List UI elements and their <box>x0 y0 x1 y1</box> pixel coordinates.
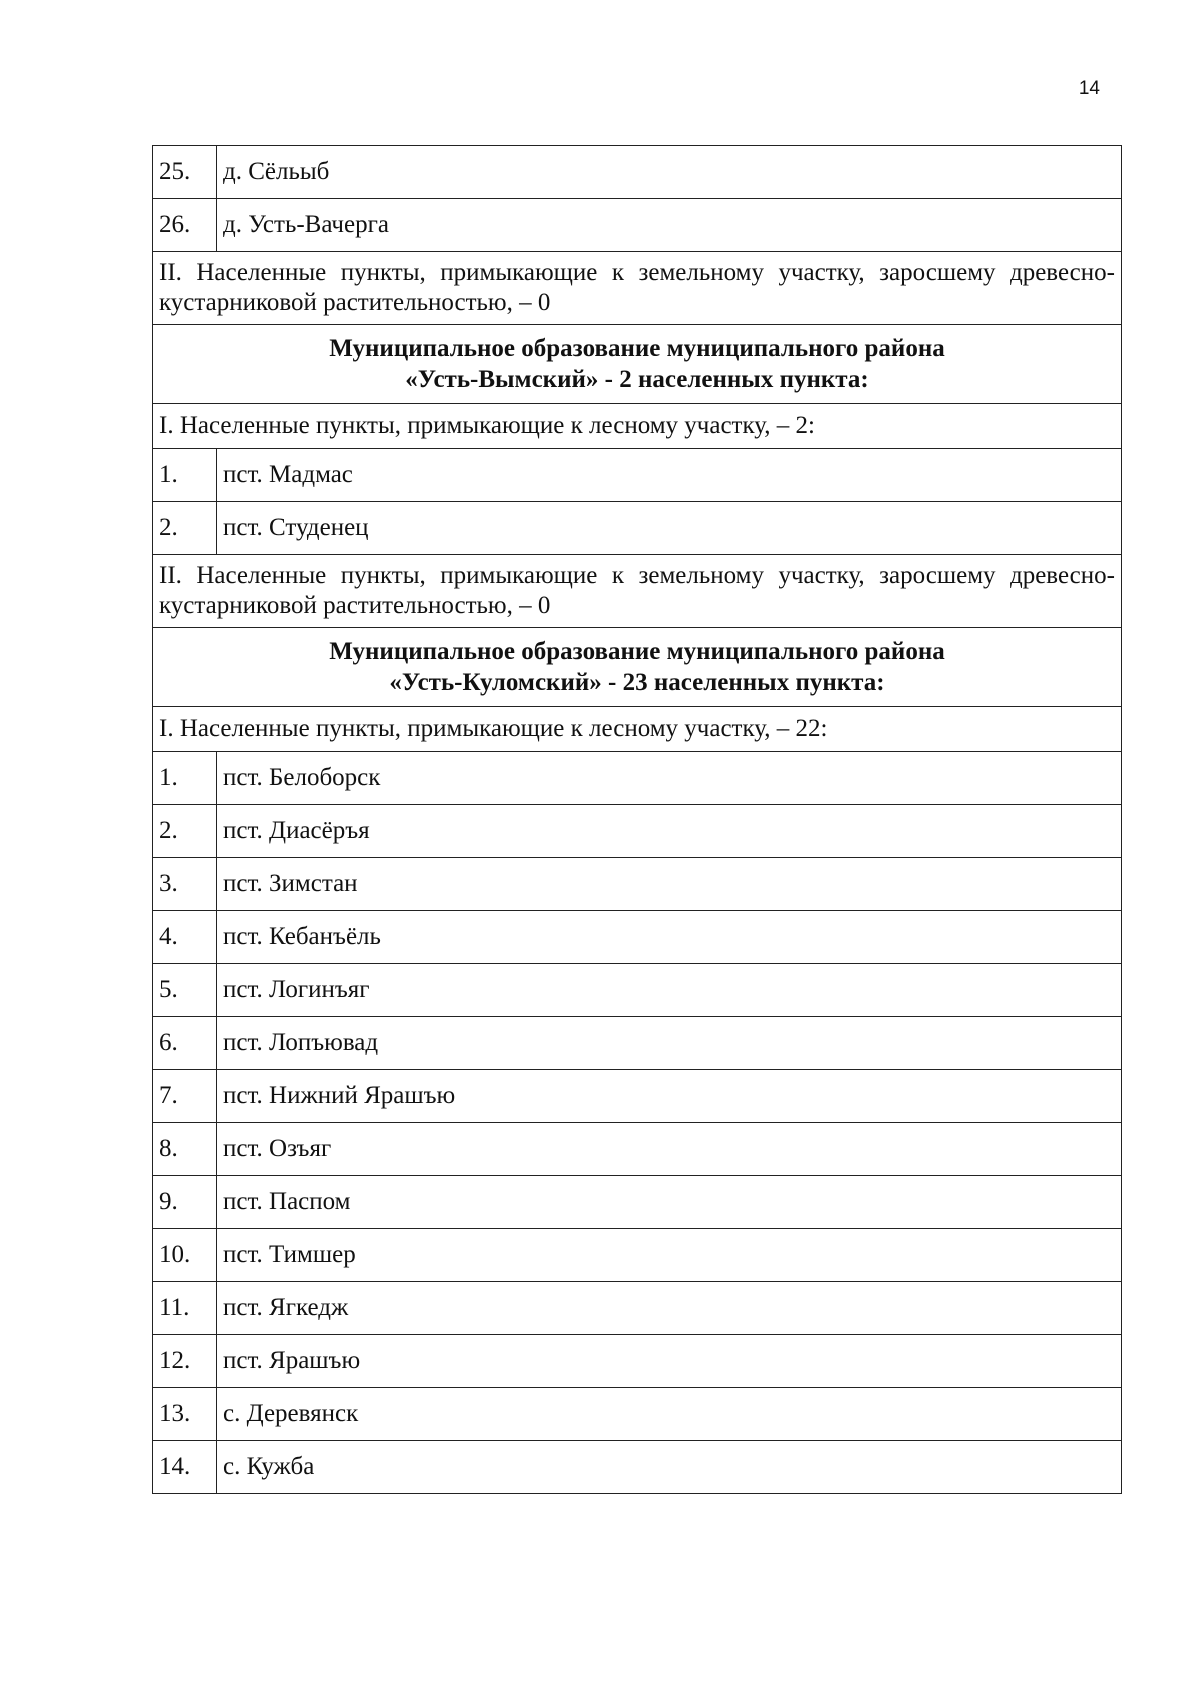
row-number: 13. <box>153 1388 217 1441</box>
row-number: 26. <box>153 199 217 252</box>
category-subheading: I. Населенные пункты, примыкающие к лесному участку, – 2: <box>153 404 1122 449</box>
settlement-name: пст. Белоборск <box>217 752 1122 805</box>
table-row <box>153 752 1122 805</box>
section-heading-row <box>153 628 1122 707</box>
row-number: 9. <box>153 1176 217 1229</box>
table-row <box>153 1335 1122 1388</box>
row-number: 3. <box>153 858 217 911</box>
category-subheading: I. Населенные пункты, примыкающие к лесному участку, – 22: <box>153 707 1122 752</box>
page-number: 14 <box>1078 78 1100 99</box>
row-number: 8. <box>153 1123 217 1176</box>
row-number: 14. <box>153 1441 217 1494</box>
subheading-row <box>153 404 1122 449</box>
settlement-name: с. Кужба <box>217 1441 1122 1494</box>
table-row <box>153 199 1122 252</box>
table-row <box>153 1229 1122 1282</box>
row-number: 5. <box>153 964 217 1017</box>
row-number: 2. <box>153 805 217 858</box>
table-row <box>153 1282 1122 1335</box>
settlement-name: пст. Зимстан <box>217 858 1122 911</box>
row-number: 12. <box>153 1335 217 1388</box>
row-number: 11. <box>153 1282 217 1335</box>
section-heading <box>153 325 1122 404</box>
row-number: 4. <box>153 911 217 964</box>
settlement-name: пст. Кебанъёль <box>217 911 1122 964</box>
settlement-name: пст. Мадмас <box>217 449 1122 502</box>
section-heading <box>153 628 1122 707</box>
table-row <box>153 911 1122 964</box>
settlement-name: пст. Студенец <box>217 502 1122 555</box>
settlement-name: пст. Тимшер <box>217 1229 1122 1282</box>
note-row <box>153 555 1122 628</box>
settlement-name: пст. Озъяг <box>217 1123 1122 1176</box>
settlement-name: пст. Паспом <box>217 1176 1122 1229</box>
category-note: II. Населенные пункты, примыкающие к земельному участку, заросшему древесно-кустарниковой растительностью, – 0 <box>153 252 1122 325</box>
row-number: 2. <box>153 502 217 555</box>
table-row <box>153 502 1122 555</box>
table-row <box>153 1441 1122 1494</box>
section-heading-line1: Муниципальное образование муниципального района <box>329 335 945 362</box>
settlement-name: д. Сёльыб <box>217 146 1122 199</box>
section-heading-row <box>153 325 1122 404</box>
settlement-name: пст. Нижний Ярашъю <box>217 1070 1122 1123</box>
settlement-name: с. Деревянск <box>217 1388 1122 1441</box>
settlement-name: д. Усть-Вачерга <box>217 199 1122 252</box>
table-row <box>153 964 1122 1017</box>
settlement-name: пст. Ягкедж <box>217 1282 1122 1335</box>
row-number: 6. <box>153 1017 217 1070</box>
row-number: 7. <box>153 1070 217 1123</box>
table-row <box>153 858 1122 911</box>
section-heading-line1: Муниципальное образование муниципального района <box>329 638 945 665</box>
settlement-name: пст. Диасёръя <box>217 805 1122 858</box>
settlement-name: пст. Логинъяг <box>217 964 1122 1017</box>
table-row <box>153 1388 1122 1441</box>
section-heading-line2: «Усть-Куломский» - 23 населенных пункта: <box>389 669 885 696</box>
category-note: II. Населенные пункты, примыкающие к земельному участку, заросшему древесно-кустарниковой растительностью, – 0 <box>153 555 1122 628</box>
row-number: 10. <box>153 1229 217 1282</box>
table-row <box>153 1123 1122 1176</box>
table-row <box>153 449 1122 502</box>
note-row <box>153 252 1122 325</box>
settlement-name: пст. Ярашъю <box>217 1335 1122 1388</box>
table-row <box>153 1017 1122 1070</box>
table-row <box>153 1176 1122 1229</box>
settlement-name: пст. Лопъювад <box>217 1017 1122 1070</box>
table-row <box>153 146 1122 199</box>
section-heading-line2: «Усть-Вымский» - 2 населенных пункта: <box>405 366 869 393</box>
row-number: 25. <box>153 146 217 199</box>
settlements-table <box>152 145 1122 1494</box>
subheading-row <box>153 707 1122 752</box>
settlements-table-body <box>153 146 1122 1494</box>
row-number: 1. <box>153 449 217 502</box>
row-number: 1. <box>153 752 217 805</box>
table-row <box>153 805 1122 858</box>
table-row <box>153 1070 1122 1123</box>
